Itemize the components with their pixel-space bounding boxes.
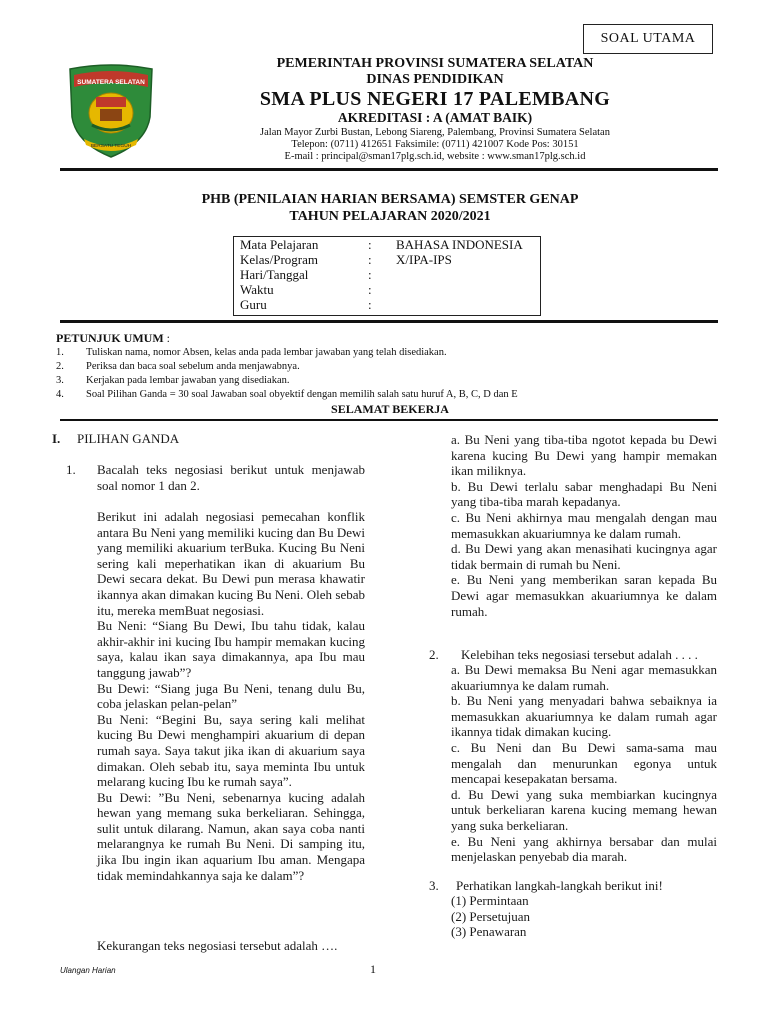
answer-options bbox=[451, 662, 717, 865]
passage-paragraph: Bu Neni: “Begini Bu, saya sering kali melihat kucing Bu Dewi menghampiri akuarium di depan rumah saya. Saya takut jika ikan di akuarium saya dimakan. Oleh sebab itu, saya meminta Ibu untuk melarang kucing Ibu ke rumah saya”. bbox=[97, 711, 365, 790]
accreditation: AKREDITASI : A (AMAT BAIK) bbox=[337, 110, 533, 125]
answer-option: a. Bu Dewi memaksa Bu Neni agar memasukkan akuariumnya ke dalam rumah. bbox=[451, 662, 717, 693]
info-colon: : bbox=[368, 252, 372, 267]
info-row bbox=[240, 267, 540, 283]
info-value: BAHASA INDONESIA bbox=[396, 237, 523, 252]
section-divider bbox=[60, 419, 718, 421]
exam-year: TAHUN PELAJARAN 2020/2021 bbox=[289, 209, 491, 224]
crest-icon bbox=[66, 63, 156, 159]
question-intro: Bacalah teks negosiasi berikut untuk menjawab soal nomor 1 dan 2. bbox=[97, 462, 365, 493]
exam-title: PHB (PENILAIAN HARIAN BERSAMA) SEMSTER GENAP bbox=[201, 192, 579, 207]
logo-bottom-text: BERSATU TEGUH bbox=[90, 144, 132, 149]
info-key: Hari/Tanggal bbox=[240, 267, 309, 282]
step-list bbox=[451, 893, 530, 940]
info-value: X/IPA-IPS bbox=[396, 252, 452, 267]
step-item: (3) Penawaran bbox=[451, 924, 527, 940]
passage-paragraph: Berikut ini adalah negosiasi pemecahan konflik antara Bu Neni yang memiliki kucing dan Bu Dewi yang memiliki akuarium terBuka. Kucing Bu Neni sering kali meperhatikan ikan di akuarium Bu Dewi secara dekat. Bu Dewi pun merasa khawatir ikannya akan dimakan kucing Bu Neni. Oleh sebab itu, mereka memBuat negosiasi. bbox=[97, 509, 365, 618]
info-row bbox=[240, 297, 540, 313]
section-title: PILIHAN GANDA bbox=[77, 431, 180, 446]
school-contact: E-mail : principal@sman17plg.sch.id, website : www.sman17plg.sch.id bbox=[284, 151, 586, 162]
question-prompt: Kelebihan teks negosiasi tersebut adalah . . . . bbox=[461, 647, 698, 662]
instruction-text: Kerjakan pada lembar jawaban yang disediakan. bbox=[86, 375, 290, 386]
info-key: Kelas/Program bbox=[240, 252, 318, 267]
info-key: Guru bbox=[240, 297, 267, 312]
passage-paragraph: Bu Dewi: “Siang juga Bu Neni, tenang dulu Bu, coba jelaskan pelan-pelan” bbox=[97, 680, 365, 712]
section-number: I. bbox=[52, 431, 61, 446]
question-prompt: Perhatikan langkah-langkah berikut ini! bbox=[456, 878, 663, 893]
info-divider bbox=[60, 320, 718, 323]
question-number: 2. bbox=[429, 647, 439, 662]
school-phone: Telepon: (0711) 412651 Faksimile: (0711) 421007 Kode Pos: 30151 bbox=[291, 139, 579, 150]
info-row bbox=[240, 252, 540, 268]
question-number: 1. bbox=[66, 462, 76, 477]
info-colon: : bbox=[368, 297, 372, 312]
instruction-text: Periksa dan baca soal sebelum anda menjawabnya. bbox=[86, 361, 300, 372]
school-name: SMA PLUS NEGERI 17 PALEMBANG bbox=[259, 88, 611, 110]
exam-info-box bbox=[233, 236, 541, 316]
school-logo bbox=[66, 63, 156, 159]
step-item: (1) Permintaan bbox=[451, 893, 529, 908]
instruction-text: Tuliskan nama, nomor Absen, kelas anda pada lembar jawaban yang telah disediakan. bbox=[86, 347, 447, 358]
instruction-number: 3. bbox=[56, 375, 64, 386]
question-number: 3. bbox=[429, 878, 439, 893]
selamat-bekerja: SELAMAT BEKERJA bbox=[331, 402, 449, 416]
answer-option: b. Bu Neni yang menyadari bahwa sebaiknya ia memasukkan akuariumnya ke dalam rumah agar ikannya tidak dimakan kucing. bbox=[451, 693, 717, 740]
answer-option: e. Bu Neni yang akhirnya bersabar dan mulai menjelaskan penyebab dia marah. bbox=[451, 833, 717, 865]
header-line2: DINAS PENDIDIKAN bbox=[366, 72, 504, 87]
logo-top-text: SUMATERA SELATAN bbox=[77, 79, 145, 86]
answer-option: c. Bu Neni akhirnya mau mengalah dengan mau memasukkan akuariumnya ke dalam rumah. bbox=[451, 509, 717, 541]
answer-options bbox=[451, 432, 717, 619]
info-row bbox=[240, 237, 540, 253]
answer-option: d. Bu Dewi yang akan menasihati kucingnya agar tidak bermain di rumah bu Neni. bbox=[451, 541, 717, 572]
answer-option: e. Bu Neni yang memberikan saran kepada Bu Dewi agar memasukkan akuariumnya ke dalam rumah. bbox=[451, 572, 717, 619]
instruction-number: 1. bbox=[56, 347, 64, 358]
petunjuk-title: PETUNJUK UMUM bbox=[56, 331, 164, 345]
petunjuk-heading bbox=[56, 331, 170, 346]
step-item: (2) Persetujuan bbox=[451, 908, 531, 924]
school-address: Jalan Mayor Zurbi Bustan, Lebong Siareng, Palembang, Provinsi Sumatera Selatan bbox=[260, 127, 610, 138]
info-colon: : bbox=[368, 237, 372, 252]
info-key: Waktu bbox=[240, 282, 274, 297]
answer-option: d. Bu Dewi yang suka membiarkan kucingnya untuk berkeliaran karena kucing memang hewan yang suka berkeliaran. bbox=[451, 786, 717, 833]
answer-option: a. Bu Neni yang tiba-tiba ngotot kepada bu Dewi karena kucing Bu Dewi yang hampir memakan ikan miliknya. bbox=[451, 432, 717, 479]
info-row bbox=[240, 282, 540, 298]
soal-utama-badge: SOAL UTAMA bbox=[583, 24, 713, 54]
instruction-number: 4. bbox=[56, 389, 64, 400]
question-prompt: Kekurangan teks negosiasi tersebut adalah …. bbox=[97, 938, 338, 953]
passage-paragraph: Bu Neni: “Siang Bu Dewi, Ibu tahu tidak, kalau akhir-akhir ini kucing Ibu hampir memakan kucing saya, kalau ikan saya dimakannya, apa Ibu mau tanggung jawab”? bbox=[97, 618, 365, 680]
info-colon: : bbox=[368, 282, 372, 297]
section-heading bbox=[52, 431, 180, 447]
negotiation-passage bbox=[97, 509, 365, 883]
petunjuk-colon: : bbox=[163, 331, 170, 345]
instruction-text: Soal Pilihan Ganda = 30 soal Jawaban soal obyektif dengan memilih salah satu huruf A, B, C, D dan E bbox=[86, 389, 518, 400]
page-number: 1 bbox=[370, 962, 376, 976]
answer-option: c. Bu Neni dan Bu Dewi sama-sama mau mengalah dan menurunkan egonya untuk mencapai kesepakatan bersama. bbox=[451, 739, 717, 787]
instruction-number: 2. bbox=[56, 361, 64, 372]
info-colon: : bbox=[368, 267, 372, 282]
footer-label: Ulangan Harian bbox=[60, 966, 116, 975]
passage-paragraph: Bu Dewi: ”Bu Neni, sebenarnya kucing adalah hewan yang memang suka berkeliaran. Sehingga, sulit untuk dilarang. Namun, akan saya coba nanti melarangnya ke rumah Bu Neni. Di samping itu, jika Ibu ingin ikan aquarium Ibu aman. Mengapa tidak memindahkannya saja ke dalam”? bbox=[97, 789, 365, 883]
header-line1: PEMERINTAH PROVINSI SUMATERA SELATAN bbox=[276, 56, 594, 71]
header-divider bbox=[60, 168, 718, 171]
info-key: Mata Pelajaran bbox=[240, 237, 319, 252]
answer-option: b. Bu Dewi terlalu sabar menghadapi Bu Neni yang tiba-tiba marah kepadanya. bbox=[451, 478, 717, 510]
